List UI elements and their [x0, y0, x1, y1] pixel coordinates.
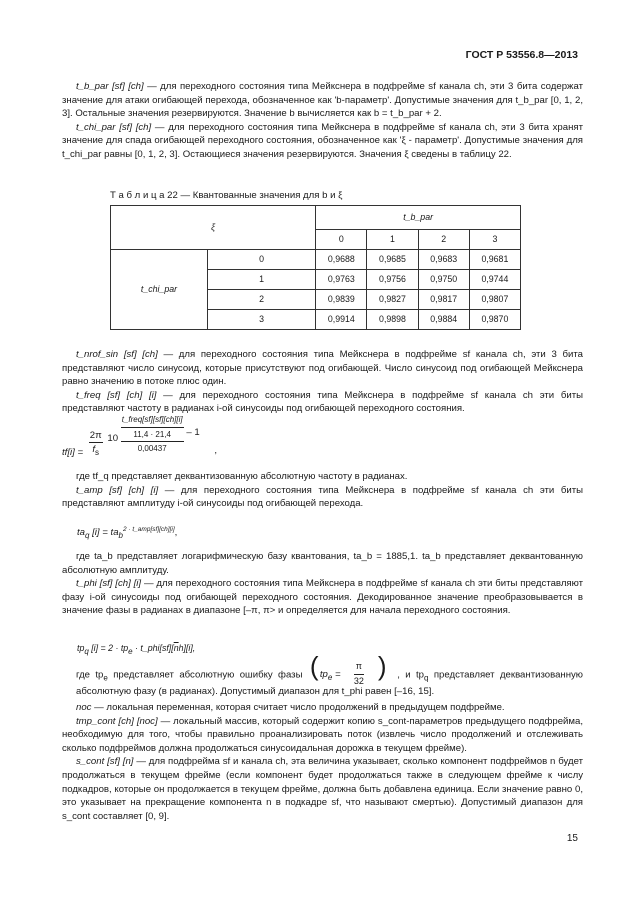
pe-tp-text: tp	[319, 669, 328, 680]
formula-tpq-e: e	[128, 646, 133, 656]
table-cell: 0,9870	[469, 310, 520, 330]
phase-tp-q: q	[424, 673, 429, 683]
formula-tpq-tp: tp	[77, 643, 85, 653]
text-t-freq: — для переходного состояния типа Мейкснера в подфрейме sf канала ch эти биты представляют частоту в радианах i-ой синусоиды под огибающей переходного состояния.	[62, 389, 584, 415]
text-s-cont: — для подфрейма sf и канала ch, эта величина указывает, сколько компонент подфреймов n будет продолжаться в текущем фрейме (если компонент будет продолжаться также в следующем фрейме к числу подкадров, которые он продолжается в текущем фрейме, должна быть добавлена единица. Если значение равно 0, это указывает на прекращение компонента n в подкадре sf, что называют смертью). Допустимый диапазон для s_cont составляет [0, 9].	[62, 756, 583, 822]
phase-tp-e: e	[103, 673, 108, 683]
row-key: 2	[208, 290, 316, 310]
formula-tpq-tail: h][i],	[178, 643, 196, 653]
formula-taq-comma: ,	[174, 527, 178, 539]
paragraph-tab: где ta_b представляет логарифмическую базу квантования, ta_b = 1885,1. ta_b представляет деквантованную абсолютную амплитуду.	[62, 551, 583, 576]
paragraph-s-cont	[62, 755, 583, 823]
formula-taq-exp: 2 · t_amp[sf][ch][i]	[122, 526, 175, 533]
formula-tpq	[77, 642, 195, 658]
paragraph-t-nrof-sin	[62, 348, 583, 389]
table-cell: 0,9685	[367, 250, 418, 270]
paragraph-t-phi	[62, 577, 583, 618]
paragraph-tfq: где tf_q представляет деквантизованную абсолютную частоту в радианах.	[76, 471, 408, 482]
document-header: ГОСТ Р 53556.8—2013	[465, 49, 578, 61]
paragraph-t-chi-par	[62, 121, 583, 162]
term-s-cont: s_cont [sf] [n]	[76, 756, 134, 768]
quantization-table	[110, 205, 521, 330]
formula-tf-s: s	[95, 448, 100, 458]
table-cell: 0,9683	[418, 250, 469, 270]
table-cell: 0,9898	[367, 310, 418, 330]
pe-tp-e: e	[327, 672, 333, 682]
formula-tpq-n: $\overline{n}$	[173, 643, 179, 653]
formula-tpq-q: q	[84, 646, 89, 656]
formula-tf-f: f	[92, 444, 96, 456]
pe-frac	[354, 660, 364, 688]
formula-tf-minus-one: – 1	[186, 426, 200, 438]
text-t-b-par: — для переходного состояния типа Мейкснера в подфрейме sf канала ch, эти 3 бита содержат значение для атаки огибающей перехода, обозначенное как 'b-параметр'. Допустимые значения для t_b_par [0, 1, 2, 3]. Остальные значения резервируются. Значение b вычисляется как b = t_b_par + 2.	[62, 81, 583, 120]
table-cell: 0,9763	[316, 270, 367, 290]
paragraph-tmp-cont	[62, 715, 583, 756]
term-noc: noc	[76, 702, 92, 713]
formula-taq-q: q	[85, 531, 90, 541]
paragraph-noc	[62, 701, 583, 715]
table-cell: 0,9827	[367, 290, 418, 310]
term-t-phi: t_phi [sf] [ch] [i]	[76, 578, 142, 590]
paragraph-t-amp	[62, 484, 583, 511]
phase-text-c: , и tp	[397, 669, 424, 681]
formula-tf-exp-frac	[121, 413, 184, 456]
table-cell: 0,9839	[316, 290, 367, 310]
term-t-freq: t_freq [sf] [ch] [i]	[76, 389, 157, 401]
term-tmp-cont: tmp_cont [ch] [noc]	[76, 715, 158, 727]
col-group-label: t_b_par	[403, 211, 434, 222]
row-group-header	[111, 250, 208, 330]
term-t-b-par: t_b_par [sf] [ch]	[76, 81, 144, 92]
formula-tf-exp-num: t_freq[sf][sf][ch][i]	[121, 413, 184, 428]
table-cell: 0,9750	[418, 270, 469, 290]
table-corner	[111, 206, 316, 250]
phase-text-a: представляет абсолютную ошибку фазы	[107, 669, 303, 681]
table-cell: 0,9817	[418, 290, 469, 310]
left-paren: (	[309, 651, 319, 681]
row-key: 1	[208, 270, 316, 290]
formula-taq	[77, 523, 177, 543]
col-header: 2	[418, 230, 469, 250]
formula-tpq-rhs: [i] = 2 · tp	[88, 643, 129, 653]
phase-tp: где tp	[76, 669, 104, 681]
phase-error-formula	[308, 651, 392, 686]
text-t-chi-par: — для переходного состояния типа Мейкснера в подфрейме sf канала ch, эти 3 бита хранят значение для спада огибающей переходного состояния, обозначенное как 'ξ - параметр'. Допустимые значения для t_chi_par равны [0, 1, 2, 3]. Остающиеся значения резервируются. Значения ξ сведены в таблицу 22.	[62, 121, 583, 160]
formula-taq-ta: ta	[77, 527, 86, 539]
text-noc: — локальная переменная, которая считает число продолжений в предыдущем подфрейме.	[91, 702, 505, 713]
pe-eq: =	[332, 669, 341, 680]
pe-pi: π	[354, 660, 364, 675]
table-cell: 0,9884	[418, 310, 469, 330]
table-cell: 0,9756	[367, 270, 418, 290]
row-key: 0	[208, 250, 316, 270]
col-header: 3	[469, 230, 520, 250]
paragraphs-phi	[62, 550, 583, 618]
table-caption: Т а б л и ц а 22 — Квантованные значения для b и ξ	[110, 190, 343, 201]
text-t-nrof-sin: — для переходного состояния типа Мейкснера в подфрейме sf канала ch, эти 3 бита представляют число синусоид, которые присутствуют под огибающей. Число синусоид под огибающей Мейкснера равно значению в потоке плюс один.	[62, 349, 583, 388]
xi-symbol: ξ	[211, 221, 216, 232]
paragraphs-amp	[62, 470, 583, 511]
formula-tf-exp-mid: 11,4 · 21,4	[121, 428, 184, 443]
text-tmp-cont: — локальный массив, который содержит копию s_cont-параметров предыдущего подфрейма, необходимую для того, чтобы правильно проанализировать поток (извлечь число продолжений и отслеживать сколько подфреймов должна продолжаться синусоидальная дорожка в текущем фрейме).	[62, 715, 583, 754]
text-t-phi: — для переходного состояния типа Мейкснера в подфрейме sf канала ch эти биты представляют фазу i-ой синусоиды под огибающей переходного состояния. Декодированное значение преобразовывается в значение фазы в радианах в диапазоне [–π, π> и определяется для начала переходного состояния.	[62, 578, 583, 617]
paragraphs-top	[62, 80, 583, 162]
paragraph-t-b-par	[62, 80, 583, 121]
row-group-label: t_chi_par	[140, 283, 178, 294]
page-number: 15	[566, 833, 578, 844]
col-header: 0	[316, 230, 367, 250]
paragraphs-middle	[62, 348, 583, 416]
formula-tf-fs	[89, 443, 103, 460]
table-cell: 0,9914	[316, 310, 367, 330]
formula-tf-lhs: tf[i] =	[62, 446, 84, 458]
formula-taq-mid: [i] = ta	[89, 527, 119, 539]
table-cell: 0,9807	[469, 290, 520, 310]
col-header: 1	[367, 230, 418, 250]
pe-32: 32	[353, 675, 364, 686]
paragraph-phase-error	[62, 651, 583, 699]
formula-tf-exp-den: 0,00437	[137, 444, 167, 454]
paragraphs-bottom	[62, 701, 583, 823]
col-group-header	[316, 206, 521, 230]
term-t-nrof-sin: t_nrof_sin [sf] [ch]	[76, 349, 158, 360]
pe-tp	[320, 668, 341, 685]
phase-error-line	[62, 651, 583, 699]
right-paren: )	[377, 651, 387, 681]
table-cell: 0,9744	[469, 270, 520, 290]
formula-tpq-rest: · t_phi[sf][	[132, 643, 174, 653]
text-t-amp: — для переходного состояния типа Мейкснера в подфрейме sf канала ch эти биты представляют амплитуду i-ой синусоиды под огибающей перехода.	[62, 484, 583, 510]
row-key: 3	[208, 310, 316, 330]
formula-tf-2pi: 2π	[89, 429, 103, 444]
formula-tf-power	[107, 415, 202, 454]
term-t-amp: t_amp [sf] [ch] [i]	[76, 484, 159, 496]
formula-tf-comma: ,	[214, 444, 217, 456]
table-cell: 0,9688	[316, 250, 367, 270]
formula-tf-2pi-frac	[89, 429, 103, 460]
table-cell: 0,9681	[469, 250, 520, 270]
formula-taq-b: b	[118, 531, 123, 541]
formula-tf	[62, 415, 217, 466]
phase-text-d: представляет деквантизованную абсолютную фазу (в радианах). Допустимый диапазон для t_phi равен [–16, 15].	[76, 669, 583, 698]
formula-tf-ten: 10	[107, 432, 119, 444]
paragraph-t-freq	[62, 389, 583, 416]
term-t-chi-par: t_chi_par [sf] [ch]	[76, 121, 152, 133]
